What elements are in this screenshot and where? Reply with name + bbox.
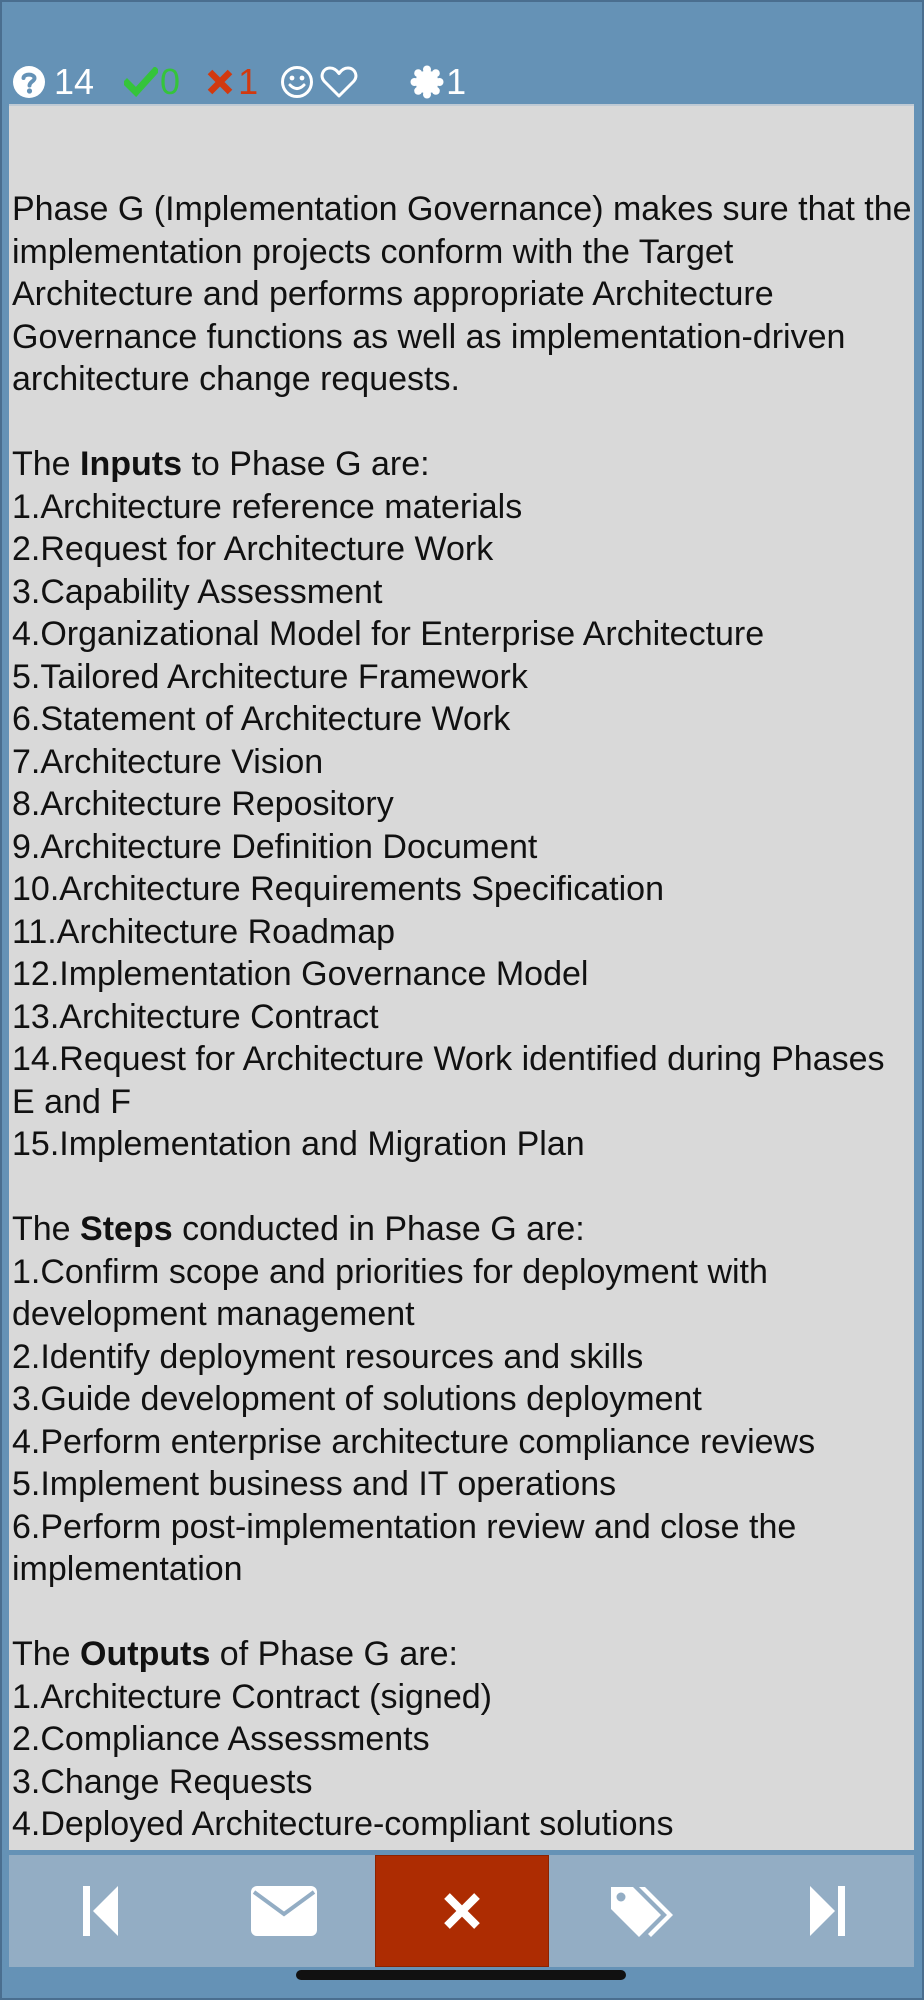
step-list-item: 1.Confirm scope and priorities for deployment with development management bbox=[12, 1252, 768, 1333]
output-list-item: 4.Deployed Architecture-compliant solutions bbox=[12, 1805, 674, 1843]
inputs-heading-suffix: to Phase G are: bbox=[182, 445, 430, 483]
step-list-item: 6.Perform post-implementation review and close the implementation bbox=[12, 1507, 797, 1588]
input-list-item: 4.Organizational Model for Enterprise Architecture bbox=[12, 615, 765, 653]
close-button[interactable] bbox=[375, 1855, 549, 1967]
badge-count: 1 bbox=[446, 61, 467, 102]
cross-icon bbox=[206, 68, 234, 96]
input-list-item: 12.Implementation Governance Model bbox=[12, 955, 589, 993]
input-list-item: 13.Architecture Contract bbox=[12, 997, 379, 1036]
unanswered-counter bbox=[12, 61, 94, 103]
spacer bbox=[12, 1166, 914, 1209]
spacer bbox=[12, 1591, 914, 1634]
badge-icon bbox=[410, 65, 444, 99]
last-card-button[interactable] bbox=[739, 1855, 914, 1967]
input-list-item: 10.Architecture Requirements Specification bbox=[12, 870, 664, 908]
step-list-item: 3.Guide development of solutions deployment bbox=[12, 1380, 702, 1418]
mail-icon bbox=[251, 1886, 317, 1936]
outputs-list bbox=[12, 1676, 914, 1846]
inputs-list bbox=[12, 486, 914, 1166]
home-indicator[interactable] bbox=[296, 1970, 626, 1980]
tags-icon bbox=[609, 1884, 679, 1938]
input-list-item: 9.Architecture Definition Document bbox=[12, 827, 538, 866]
step-list-item: 2.Identify deployment resources and skills bbox=[12, 1337, 644, 1376]
input-list-item: 3.Capability Assessment bbox=[12, 572, 383, 611]
smiley-icon bbox=[280, 65, 314, 99]
steps-heading-suffix: conducted in Phase G are: bbox=[172, 1210, 585, 1248]
outputs-heading-keyword: Outputs bbox=[80, 1635, 211, 1673]
badge-counter bbox=[410, 61, 466, 103]
steps-list bbox=[12, 1251, 914, 1591]
status-bar bbox=[12, 56, 466, 108]
unanswered-count: 14 bbox=[54, 61, 95, 102]
output-list-item: 1.Architecture Contract (signed) bbox=[12, 1677, 492, 1716]
inputs-heading-prefix: The bbox=[12, 445, 81, 483]
inputs-heading bbox=[12, 443, 914, 486]
correct-count: 0 bbox=[160, 61, 181, 102]
input-list-item: 14.Request for Architecture Work identified during Phases E and F bbox=[12, 1040, 885, 1121]
outputs-heading bbox=[12, 1633, 914, 1676]
wrong-counter bbox=[206, 61, 258, 103]
input-list-item: 2.Request for Architecture Work bbox=[12, 530, 494, 568]
step-list-item: 4.Perform enterprise architecture compliance reviews bbox=[12, 1422, 816, 1461]
bottom-toolbar bbox=[9, 1855, 914, 1967]
input-list-item: 5.Tailored Architecture Framework bbox=[12, 657, 528, 696]
mood-indicators bbox=[280, 65, 358, 99]
input-list-item: 7.Architecture Vision bbox=[12, 742, 324, 781]
input-list-item: 6.Statement of Architecture Work bbox=[12, 700, 511, 738]
input-list-item: 11.Architecture Roadmap bbox=[12, 912, 396, 951]
outputs-heading-suffix: of Phase G are: bbox=[210, 1635, 458, 1673]
mail-button[interactable] bbox=[193, 1855, 375, 1967]
steps-heading bbox=[12, 1208, 914, 1251]
card-content bbox=[9, 104, 914, 1850]
input-list-item: 15.Implementation and Migration Plan bbox=[12, 1125, 585, 1163]
wrong-count: 1 bbox=[238, 61, 259, 102]
close-icon bbox=[443, 1892, 481, 1930]
output-list-item: 3.Change Requests bbox=[12, 1762, 313, 1801]
skip-first-icon bbox=[81, 1883, 121, 1939]
heart-icon bbox=[320, 65, 358, 99]
input-list-item: 8.Architecture Repository bbox=[12, 785, 394, 823]
output-list-item: 2.Compliance Assessments bbox=[12, 1720, 430, 1758]
correct-counter bbox=[124, 61, 180, 103]
step-list-item: 5.Implement business and IT operations bbox=[12, 1465, 617, 1503]
tags-button[interactable] bbox=[549, 1855, 739, 1967]
outputs-heading-prefix: The bbox=[12, 1635, 81, 1673]
skip-last-icon bbox=[807, 1883, 847, 1939]
check-icon bbox=[124, 67, 158, 97]
first-card-button[interactable] bbox=[9, 1855, 193, 1967]
question-circle-icon bbox=[12, 65, 46, 99]
steps-heading-prefix: The bbox=[12, 1210, 81, 1248]
input-list-item: 1.Architecture reference materials bbox=[12, 487, 523, 526]
steps-heading-keyword: Steps bbox=[80, 1210, 173, 1248]
spacer bbox=[12, 401, 914, 444]
intro-paragraph: Phase G (Implementation Governance) makes sure that the implementation projects conform with the Target Architecture and performs appropriate Architecture Governance functions as well as implementation-driven architecture change requests. bbox=[12, 190, 912, 398]
inputs-heading-keyword: Inputs bbox=[80, 445, 183, 483]
